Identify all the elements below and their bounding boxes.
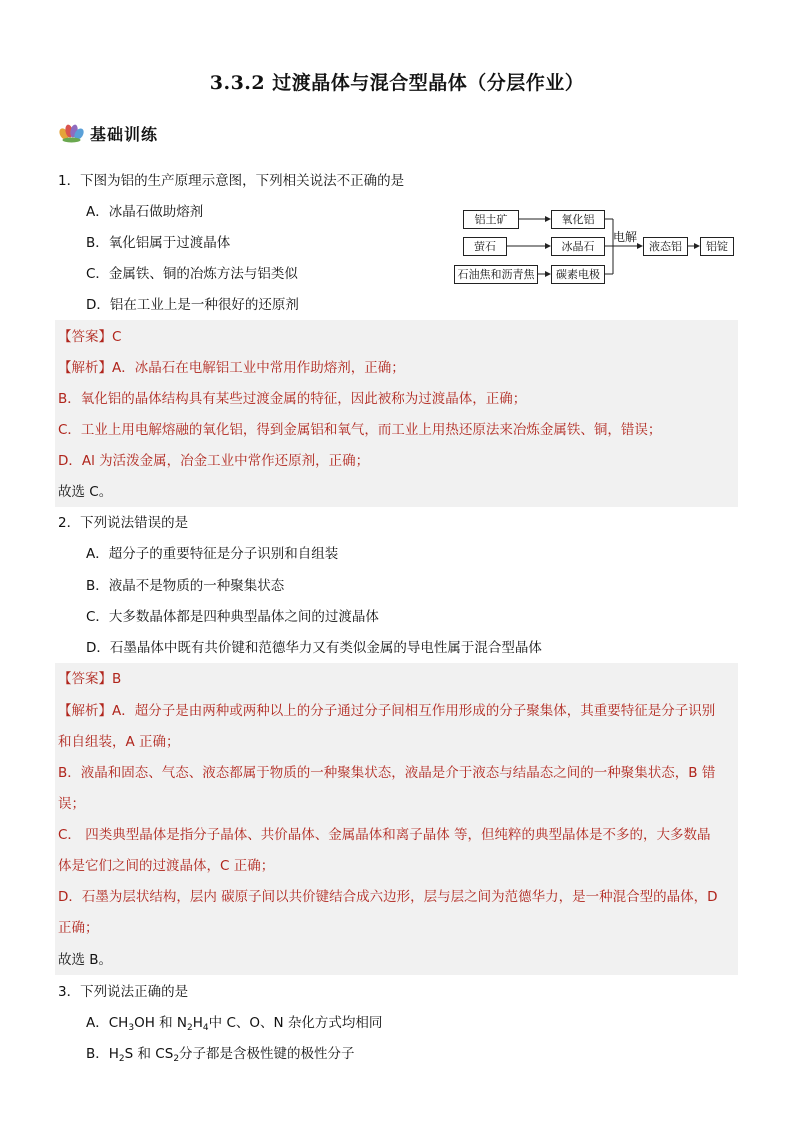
q2-answer: 【答案】B [58,671,122,687]
q2-analysis-line-4: 误； [58,796,85,812]
q2-option-a: A．超分子的重要特征是分子识别和自组装 [86,546,339,562]
q1-analysis-line-2: B．氧化铝的晶体结构具有某些过渡金属的特征，因此被称为过渡晶体，正确； [58,391,527,407]
diagram-box-fluorite: 萤石 [463,237,507,256]
section-header [58,120,158,146]
diagram-label-electrolysis: 电解 [613,230,638,244]
diagram-box-liquid-aluminum: 液态铝 [643,237,688,256]
q1-conclusion: 故选 C。 [58,484,113,500]
q2-analysis-line-1: 【解析】A．超分子是由两种或两种以上的分子通过分子间相互作用形成的分子聚集体，其重要特征是分子识别 [58,703,716,719]
page-title: 3.3.2 过渡晶体与混合型晶体（分层作业） [209,72,585,94]
diagram-box-aluminum-ingot: 铝锭 [700,237,734,256]
q1-option-a: A．冰晶石做助熔剂 [86,204,204,220]
q2-analysis-line-2: 和自组装，A 正确； [58,734,180,750]
section-decoration-icon [58,122,84,144]
q2-option-b: B．液晶不是物质的一种聚集状态 [86,578,285,594]
q2-stem: 2．下列说法错误的是 [58,515,189,531]
q3-stem: 3．下列说法正确的是 [58,984,189,1000]
diagram-box-petroleum-coke: 石油焦和沥青焦 [454,265,538,284]
aluminum-production-diagram [453,205,738,289]
q1-analysis-line-4: D．Al 为活泼金属，冶金工业中常作还原剂，正确； [58,453,370,469]
diagram-box-alumina: 氧化铝 [551,210,605,229]
q3-option-a: A．$CH_3OH$ 和 $N_2H_4$中 C、O、N 杂化方式均相同 [86,1015,383,1033]
diagram-box-carbon-electrode: 碳素电极 [551,265,605,284]
q1-option-c: C．金属铁、铜的冶炼方法与铝类似 [86,266,298,282]
q1-option-d: D．铝在工业上是一种很好的还原剂 [86,297,299,313]
q2-conclusion: 故选 B。 [58,952,113,968]
diagram-box-cryolite: 冰晶石 [551,237,605,256]
q1-answer-block [55,320,738,507]
q1-analysis-tag: 【解析】 [58,360,112,376]
q2-analysis-line-5: C． 四类典型晶体是指分子晶体、共价晶体、金属晶体和离子晶体 等，但纯粹的典型晶体是不多的，大多数晶 [58,827,711,843]
section-title: 基础训练 [90,124,159,144]
q2-analysis-line-3: B．液晶和固态、气态、液态都属于物质的一种聚集状态，液晶是介于液态与结晶态之间的一种聚集状态，B 错 [58,765,716,781]
q3-option-b: B．$H_2S$ 和 $CS_2$分子都是含极性键的极性分子 [86,1046,355,1064]
q1-analysis-line-3: C．工业上用电解熔融的氧化铝，得到金属铝和氧气，而工业上用热还原法来冶炼金属铁、铜，错误； [58,422,662,438]
q1-stem: 1．下图为铝的生产原理示意图，下列相关说法不正确的是 [58,173,405,189]
q2-analysis-line-6: 体是它们之间的过渡晶体，C 正确； [58,858,275,874]
q1-answer: 【答案】C [58,329,122,345]
q2-analysis-line-7: D．石墨为层状结构，层内 碳原子间以共价键结合成六边形，层与层之间为范德华力，是一种混合型的晶体，D [58,889,718,905]
q2-option-c: C．大多数晶体都是四种典型晶体之间的过渡晶体 [86,609,379,625]
q2-analysis-line-8: 正确； [58,920,99,936]
q2-analysis-tag: 【解析】 [58,703,112,719]
q1-analysis-line-1: 【解析】A．冰晶石在电解铝工业中常用作助熔剂，正确； [58,360,405,376]
q1-option-b: B．氧化铝属于过渡晶体 [86,235,231,251]
diagram-box-bauxite: 铝土矿 [463,210,519,229]
q2-option-d: D．石墨晶体中既有共价键和范德华力又有类似金属的导电性属于混合型晶体 [86,640,542,656]
